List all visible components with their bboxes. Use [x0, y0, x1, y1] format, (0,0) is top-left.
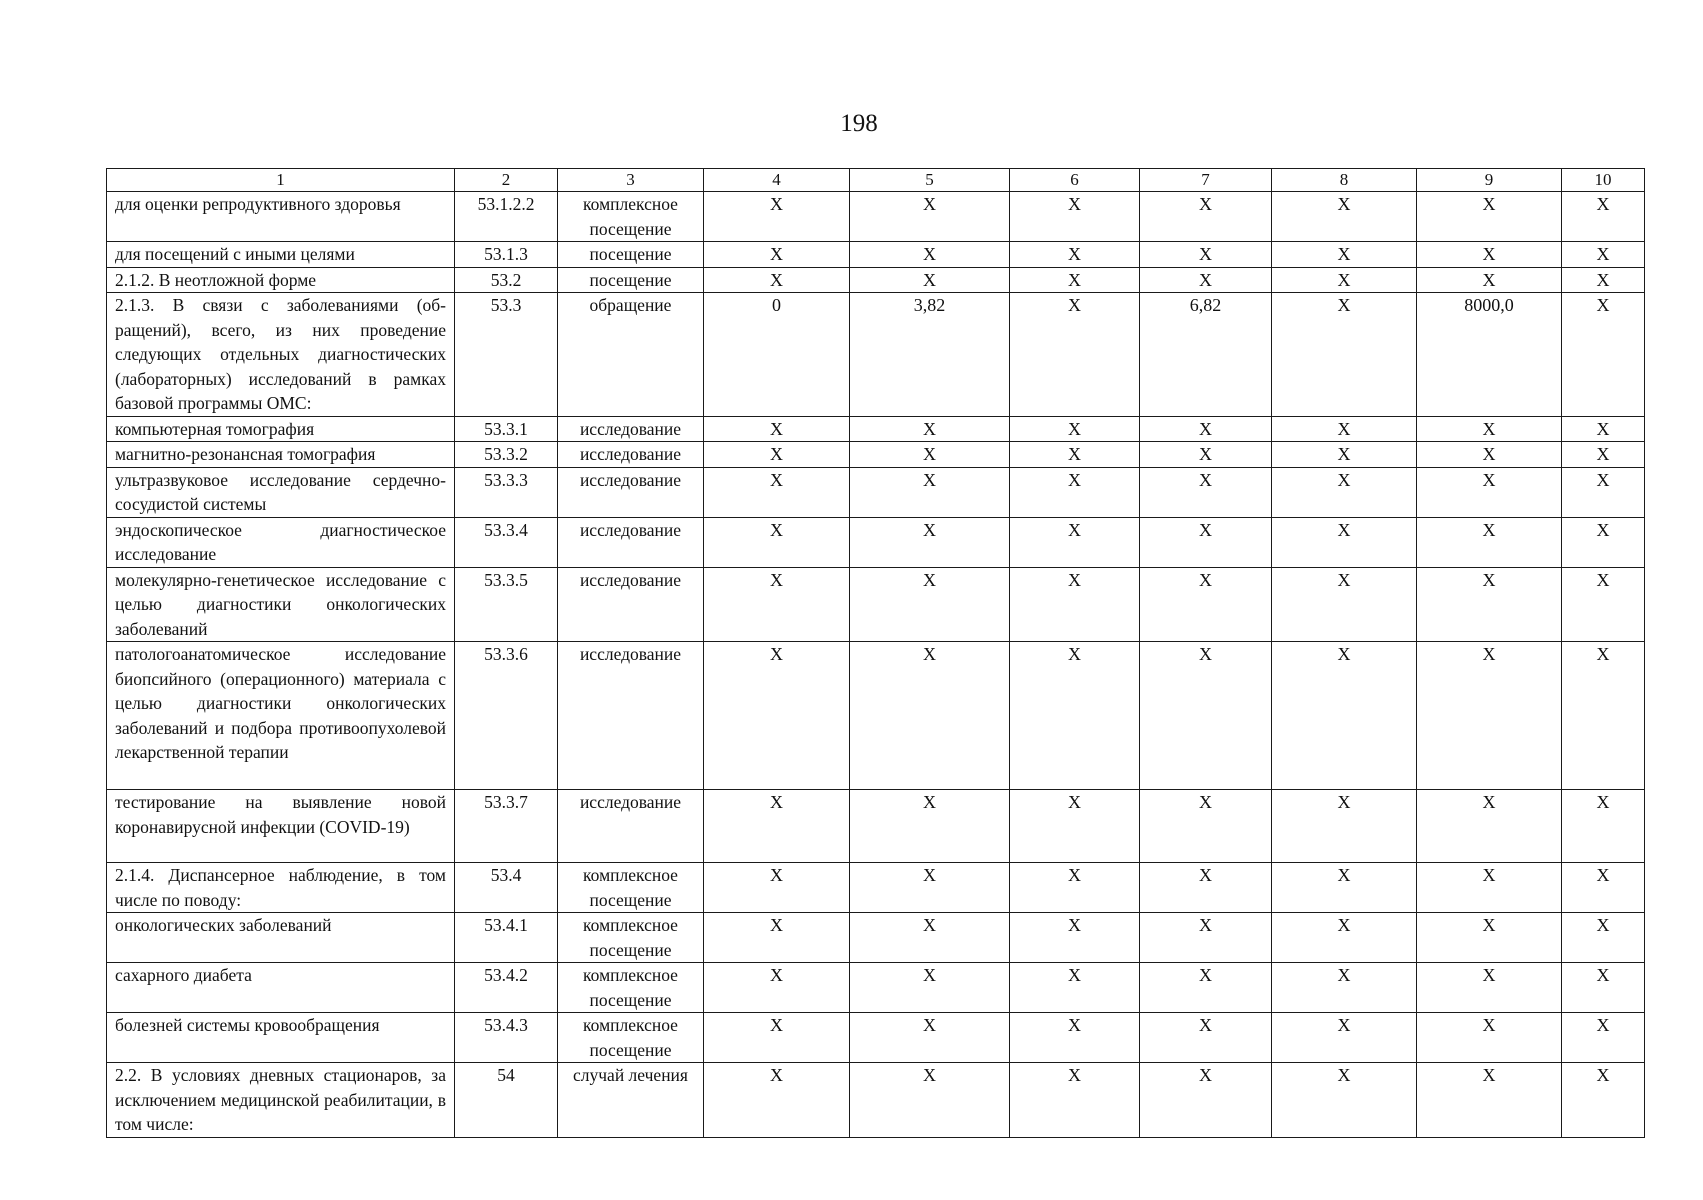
value-cell-9: Х [1417, 790, 1562, 863]
table-row [107, 267, 1645, 293]
value-cell-8: Х [1272, 442, 1417, 468]
row-unit-cell: случай лечения [558, 1063, 704, 1138]
row-name-cell: 2.1.4. Диспансерное наблюдение, в том числе по поводу: [107, 863, 455, 913]
value-cell-10: Х [1562, 192, 1645, 242]
value-cell-6: Х [1010, 1063, 1140, 1138]
row-code-cell: 53.3.2 [455, 442, 558, 468]
column-header: 2 [455, 169, 558, 192]
column-header: 10 [1562, 169, 1645, 192]
row-name-cell: эндоскопическое диагностическое исследование [107, 517, 455, 567]
table-row [107, 863, 1645, 913]
value-cell-10: Х [1562, 1013, 1645, 1063]
row-unit-cell: исследование [558, 567, 704, 642]
row-name-cell: магнитно-резонансная томография [107, 442, 455, 468]
value-cell-10: Х [1562, 913, 1645, 963]
table-row [107, 517, 1645, 567]
row-code-cell: 53.2 [455, 267, 558, 293]
value-cell-9: 8000,0 [1417, 293, 1562, 417]
row-code-cell: 53.3.3 [455, 467, 558, 517]
value-cell-8: Х [1272, 293, 1417, 417]
value-cell-9: Х [1417, 467, 1562, 517]
value-cell-6: Х [1010, 642, 1140, 790]
row-unit-cell: посещение [558, 267, 704, 293]
column-header: 9 [1417, 169, 1562, 192]
value-cell-10: Х [1562, 293, 1645, 417]
value-cell-10: Х [1562, 642, 1645, 790]
value-cell-7: Х [1140, 913, 1272, 963]
row-unit-cell: комплексное посещение [558, 1013, 704, 1063]
value-cell-5: Х [850, 442, 1010, 468]
table-row [107, 442, 1645, 468]
column-header: 4 [704, 169, 850, 192]
value-cell-7: Х [1140, 1013, 1272, 1063]
row-code-cell: 53.1.2.2 [455, 192, 558, 242]
value-cell-8: Х [1272, 517, 1417, 567]
column-header: 8 [1272, 169, 1417, 192]
table-row [107, 293, 1645, 417]
row-code-cell: 53.3.7 [455, 790, 558, 863]
row-name-cell: для посещений с иными целями [107, 242, 455, 268]
value-cell-7: Х [1140, 790, 1272, 863]
column-header: 3 [558, 169, 704, 192]
value-cell-9: Х [1417, 963, 1562, 1013]
row-code-cell: 53.4 [455, 863, 558, 913]
row-unit-cell: исследование [558, 416, 704, 442]
column-header: 6 [1010, 169, 1140, 192]
value-cell-7: Х [1140, 963, 1272, 1013]
value-cell-10: Х [1562, 790, 1645, 863]
value-cell-6: Х [1010, 293, 1140, 417]
row-unit-cell: исследование [558, 517, 704, 567]
row-name-cell: ультразвуковое исследование сердечно-сосудистой системы [107, 467, 455, 517]
table-row [107, 1063, 1645, 1138]
table-row [107, 790, 1645, 863]
value-cell-8: Х [1272, 642, 1417, 790]
value-cell-4: Х [704, 1063, 850, 1138]
value-cell-5: Х [850, 1063, 1010, 1138]
value-cell-5: Х [850, 416, 1010, 442]
value-cell-5: Х [850, 467, 1010, 517]
row-name-cell: сахарного диабета [107, 963, 455, 1013]
value-cell-10: Х [1562, 517, 1645, 567]
row-unit-cell: исследование [558, 790, 704, 863]
value-cell-4: Х [704, 267, 850, 293]
value-cell-5: Х [850, 1013, 1010, 1063]
value-cell-9: Х [1417, 267, 1562, 293]
value-cell-7: Х [1140, 442, 1272, 468]
value-cell-5: 3,82 [850, 293, 1010, 417]
value-cell-7: Х [1140, 567, 1272, 642]
value-cell-4: Х [704, 517, 850, 567]
value-cell-7: Х [1140, 416, 1272, 442]
value-cell-8: Х [1272, 1063, 1417, 1138]
value-cell-10: Х [1562, 1063, 1645, 1138]
table-row [107, 1013, 1645, 1063]
value-cell-5: Х [850, 192, 1010, 242]
value-cell-7: Х [1140, 1063, 1272, 1138]
value-cell-9: Х [1417, 1063, 1562, 1138]
value-cell-5: Х [850, 963, 1010, 1013]
value-cell-10: Х [1562, 863, 1645, 913]
value-cell-9: Х [1417, 242, 1562, 268]
value-cell-9: Х [1417, 192, 1562, 242]
value-cell-4: 0 [704, 293, 850, 417]
value-cell-4: Х [704, 913, 850, 963]
value-cell-4: Х [704, 467, 850, 517]
column-header: 7 [1140, 169, 1272, 192]
row-name-cell: тестирование на выявление новой коронавирусной инфекции (COVID-19) [107, 790, 455, 863]
value-cell-8: Х [1272, 416, 1417, 442]
row-unit-cell: обращение [558, 293, 704, 417]
value-cell-6: Х [1010, 963, 1140, 1013]
row-unit-cell: посещение [558, 242, 704, 268]
value-cell-5: Х [850, 863, 1010, 913]
value-cell-5: Х [850, 567, 1010, 642]
row-unit-cell: комплексное посещение [558, 192, 704, 242]
value-cell-8: Х [1272, 467, 1417, 517]
value-cell-9: Х [1417, 913, 1562, 963]
row-unit-cell: исследование [558, 642, 704, 790]
row-name-cell: онкологических заболеваний [107, 913, 455, 963]
value-cell-4: Х [704, 790, 850, 863]
row-name-cell: компьютерная томография [107, 416, 455, 442]
row-name-cell: 2.2. В условиях дневных стационаров, за исключением медицинской реабилитации, в том числе: [107, 1063, 455, 1138]
table-row [107, 642, 1645, 790]
data-table [106, 168, 1645, 1138]
value-cell-8: Х [1272, 267, 1417, 293]
row-code-cell: 53.4.3 [455, 1013, 558, 1063]
value-cell-9: Х [1417, 517, 1562, 567]
value-cell-9: Х [1417, 642, 1562, 790]
value-cell-4: Х [704, 567, 850, 642]
value-cell-5: Х [850, 242, 1010, 268]
value-cell-10: Х [1562, 242, 1645, 268]
value-cell-9: Х [1417, 416, 1562, 442]
value-cell-6: Х [1010, 567, 1140, 642]
value-cell-5: Х [850, 267, 1010, 293]
header-row [107, 169, 1645, 192]
value-cell-6: Х [1010, 442, 1140, 468]
row-code-cell: 53.4.1 [455, 913, 558, 963]
table-row [107, 963, 1645, 1013]
value-cell-8: Х [1272, 242, 1417, 268]
row-unit-cell: комплексное посещение [558, 913, 704, 963]
value-cell-10: Х [1562, 442, 1645, 468]
page-number: 198 [840, 110, 878, 137]
value-cell-6: Х [1010, 790, 1140, 863]
value-cell-8: Х [1272, 913, 1417, 963]
value-cell-10: Х [1562, 567, 1645, 642]
value-cell-5: Х [850, 790, 1010, 863]
value-cell-10: Х [1562, 467, 1645, 517]
row-code-cell: 53.3 [455, 293, 558, 417]
value-cell-4: Х [704, 642, 850, 790]
value-cell-6: Х [1010, 416, 1140, 442]
column-header: 5 [850, 169, 1010, 192]
value-cell-7: Х [1140, 242, 1272, 268]
row-name-cell: патологоанатомическое исследование биопсийного (операционного) материала с целью диагностики онкологических заболеваний и подбора противоопухолевой лекарственной терапии [107, 642, 455, 790]
value-cell-5: Х [850, 517, 1010, 567]
value-cell-4: Х [704, 192, 850, 242]
value-cell-6: Х [1010, 267, 1140, 293]
row-code-cell: 53.1.3 [455, 242, 558, 268]
row-name-cell: болезней системы кровообращения [107, 1013, 455, 1063]
value-cell-7: Х [1140, 642, 1272, 790]
value-cell-4: Х [704, 242, 850, 268]
row-code-cell: 53.3.6 [455, 642, 558, 790]
row-code-cell: 54 [455, 1063, 558, 1138]
value-cell-8: Х [1272, 790, 1417, 863]
row-name-cell: 2.1.3. В связи с заболеваниями (обращений), всего, из них проведение следующих отдельных диагностических (лабораторных) исследований в рамках базовой программы ОМС: [107, 293, 455, 417]
value-cell-6: Х [1010, 863, 1140, 913]
row-unit-cell: исследование [558, 467, 704, 517]
value-cell-7: Х [1140, 517, 1272, 567]
value-cell-6: Х [1010, 192, 1140, 242]
value-cell-5: Х [850, 642, 1010, 790]
row-code-cell: 53.3.5 [455, 567, 558, 642]
value-cell-8: Х [1272, 1013, 1417, 1063]
value-cell-8: Х [1272, 567, 1417, 642]
column-header: 1 [107, 169, 455, 192]
value-cell-6: Х [1010, 1013, 1140, 1063]
table-row [107, 242, 1645, 268]
value-cell-6: Х [1010, 517, 1140, 567]
row-name-cell: 2.1.2. В неотложной форме [107, 267, 455, 293]
value-cell-7: Х [1140, 467, 1272, 517]
value-cell-10: Х [1562, 963, 1645, 1013]
row-name-cell: молекулярно-генетическое исследование с целью диагностики онкологических заболеваний [107, 567, 455, 642]
value-cell-4: Х [704, 1013, 850, 1063]
value-cell-10: Х [1562, 267, 1645, 293]
value-cell-9: Х [1417, 1013, 1562, 1063]
value-cell-9: Х [1417, 567, 1562, 642]
table-row [107, 567, 1645, 642]
value-cell-8: Х [1272, 863, 1417, 913]
value-cell-8: Х [1272, 963, 1417, 1013]
value-cell-5: Х [850, 913, 1010, 963]
table-row [107, 416, 1645, 442]
value-cell-4: Х [704, 963, 850, 1013]
value-cell-4: Х [704, 442, 850, 468]
value-cell-9: Х [1417, 863, 1562, 913]
table-row [107, 192, 1645, 242]
table-row [107, 467, 1645, 517]
row-unit-cell: исследование [558, 442, 704, 468]
value-cell-6: Х [1010, 242, 1140, 268]
value-cell-7: Х [1140, 192, 1272, 242]
row-name-cell: для оценки репродуктивного здоровья [107, 192, 455, 242]
value-cell-9: Х [1417, 442, 1562, 468]
table-row [107, 913, 1645, 963]
value-cell-8: Х [1272, 192, 1417, 242]
row-code-cell: 53.3.1 [455, 416, 558, 442]
value-cell-4: Х [704, 416, 850, 442]
row-code-cell: 53.3.4 [455, 517, 558, 567]
row-unit-cell: комплексное посещение [558, 963, 704, 1013]
value-cell-4: Х [704, 863, 850, 913]
row-unit-cell: комплексное посещение [558, 863, 704, 913]
value-cell-6: Х [1010, 913, 1140, 963]
value-cell-7: Х [1140, 267, 1272, 293]
value-cell-7: Х [1140, 863, 1272, 913]
row-code-cell: 53.4.2 [455, 963, 558, 1013]
value-cell-6: Х [1010, 467, 1140, 517]
value-cell-7: 6,82 [1140, 293, 1272, 417]
value-cell-10: Х [1562, 416, 1645, 442]
